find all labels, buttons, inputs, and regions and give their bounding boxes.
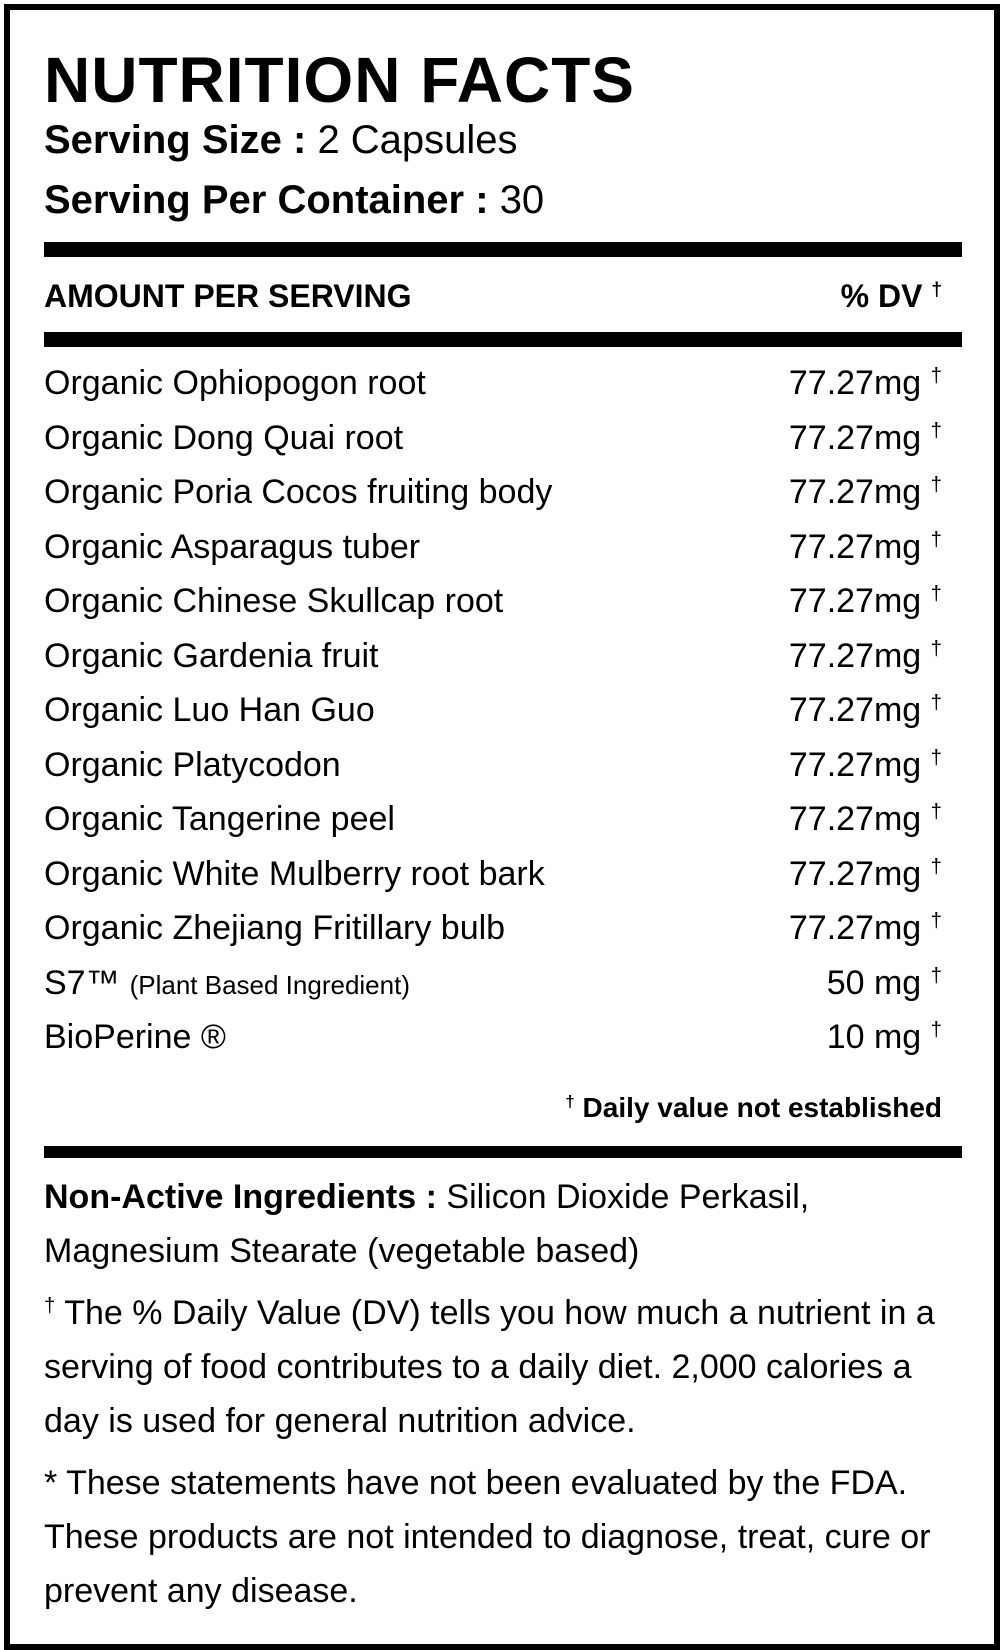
servings-value: 30 [499,178,545,222]
ingredient-amount: 77.27mg † [788,691,942,729]
nutrition-facts-panel [4,4,1000,1650]
dv-footnote: † Daily value not established [565,1091,942,1123]
ingredient-list [44,356,942,1065]
ingredient-row [44,738,942,793]
non-active-text: Silicon Dioxide Perkasil, Magnesium Stearate (vegetable based) [44,1178,810,1270]
ingredient-row [44,901,942,956]
dagger-mark: † [930,473,942,496]
dagger-mark: † [930,1018,942,1041]
dagger-mark: † [930,637,942,660]
serving-size-label: Serving Size : [44,118,307,162]
ingredient-row [44,465,942,520]
ingredient-amount: 77.27mg † [788,909,942,947]
dv-explanation: † The % Daily Value (DV) tells you how much a nutrient in a serving of food contributes to a daily diet. 2,000 calories a day is used for general nutrition advice. [44,1294,935,1440]
dagger-mark: † [930,528,942,551]
non-active-ingredients [44,1170,954,1278]
ingredient-row [44,629,942,684]
ingredient-amount: 77.27mg † [788,364,942,402]
servings-label: Serving Per Container : [44,178,489,222]
divider-bottom [44,1146,962,1158]
ingredient-amount: 10 mg † [826,1018,942,1056]
ingredient-name: BioPerine ® [44,1018,226,1056]
header-dv: % DV † [840,278,942,314]
ingredient-name: Organic Gardenia fruit [44,636,379,675]
ingredient-name: Organic Poria Cocos fruiting body [44,473,553,511]
ingredient-row [44,792,942,847]
ingredient-name: Organic Dong Quai root [44,418,404,457]
ingredient-amount: 77.27mg † [788,473,942,511]
dagger-mark: † [930,691,942,714]
ingredient-name: S7™ (Plant Based Ingredient) [44,963,410,1002]
dagger-mark: † [930,364,942,387]
ingredient-amount: 77.27mg † [788,636,942,675]
dagger-mark: † [930,582,942,605]
ingredient-amount: 77.27mg † [788,527,942,566]
dv-footnote-text: Daily value not established [582,1092,942,1123]
ingredient-row [44,1010,942,1065]
ingredient-name: Organic Chinese Skullcap root [44,582,504,620]
servings-per-container [44,176,544,224]
ingredient-amount: 77.27mg † [788,582,942,620]
divider-header [44,332,962,347]
ingredient-name: Organic Asparagus tuber [44,527,421,566]
ingredient-amount: 77.27mg † [788,800,942,838]
panel-title: NUTRITION FACTS [44,44,635,116]
dagger-mark: † [931,279,942,301]
dagger-mark: † [930,855,942,878]
dagger-mark: † [930,800,942,823]
ingredient-name: Organic Platycodon [44,745,341,784]
ingredient-row [44,520,942,575]
non-active-label: Non-Active Ingredients : [44,1178,437,1216]
ingredient-name: Organic Ophiopogon root [44,364,426,402]
divider-top [44,242,962,257]
ingredient-note: (Plant Based Ingredient) [129,969,410,1000]
ingredient-row [44,683,942,738]
ingredient-amount: 77.27mg † [788,418,942,457]
dv-explanation-text: The % Daily Value (DV) tells you how much a nutrient in a serving of food contributes to a daily diet. 2,000 calories a day is used for general nutrition advice. [44,1294,935,1440]
header-amount-per-serving: AMOUNT PER SERVING [44,278,412,314]
ingredient-amount: 77.27mg † [788,745,942,784]
ingredient-row [44,574,942,629]
fda-disclaimer: * These statements have not been evaluated by the FDA. These products are not intended to diagnose, treat, cure or prevent any disease. [44,1464,931,1610]
ingredient-row [44,356,942,411]
ingredient-row [44,956,942,1011]
dagger-mark: † [930,909,942,932]
dagger-mark: † [930,419,942,442]
ingredient-row [44,847,942,902]
ingredient-name: Organic Zhejiang Fritillary bulb [44,909,506,947]
ingredient-row [44,411,942,466]
ingredient-amount: 50 mg † [826,963,942,1002]
serving-size-value: 2 Capsules [317,118,518,162]
ingredient-name: Organic White Mulberry root bark [44,854,545,893]
dagger-mark: † [930,964,942,987]
table-header [44,274,942,318]
ingredient-name: Organic Tangerine peel [44,800,395,838]
ingredient-name: Organic Luo Han Guo [44,691,375,729]
ingredient-amount: 77.27mg † [788,854,942,893]
dagger-mark: † [930,746,942,769]
serving-size [44,116,518,164]
